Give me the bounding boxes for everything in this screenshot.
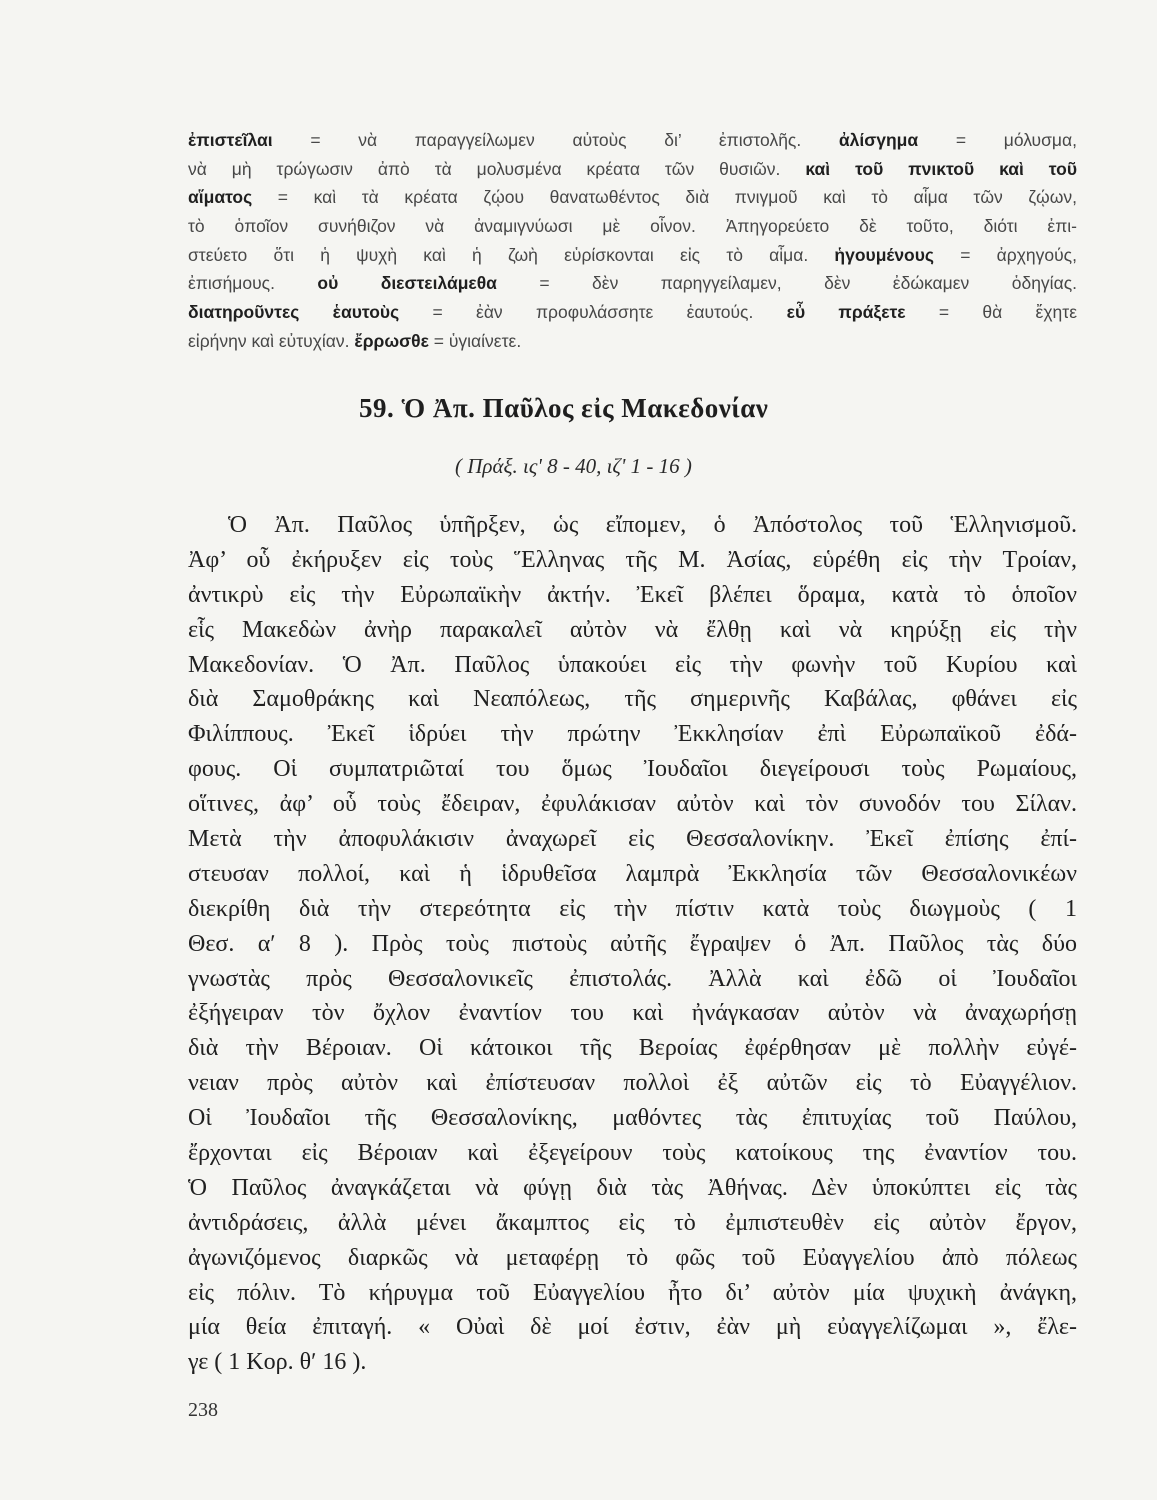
body-line: ἀντιδράσεις, ἀλλὰ μένει ἄκαμπτος εἰς τὸ ἐμπιστευθὲν εἰς αὐτὸν ἔργον, — [188, 1209, 1077, 1236]
body-line: Ὁ Ἀπ. Παῦλος ὑπῆρξεν, ὡς εἴπομεν, ὁ Ἀπόστολος τοῦ Ἑλληνισμοῦ. — [228, 512, 1077, 538]
body-line: γε ( 1 Κορ. θʹ 16 ). — [188, 1349, 367, 1376]
body-line: Μετὰ τὴν ἀποφυλάκισιν ἀναχωρεῖ εἰς Θεσσαλονίκην. Ἐκεῖ ἐπίσης ἐπί- — [188, 826, 1077, 853]
glossary-definition: εἰρήνην καὶ εὐτυχίαν. — [188, 330, 355, 351]
body-line: Μακεδονίαν. Ὁ Ἀπ. Παῦλος ὑπακούει εἰς τὴν φωνὴν τοῦ Κυρίου καὶ — [188, 651, 1077, 678]
glossary-term: ἀλίσγημα — [838, 130, 919, 150]
glossary-line — [188, 327, 1077, 356]
glossary-definition: = μόλυσμα, — [918, 130, 1077, 150]
glossary-definition: τὸ ὁποῖον συνήθιζον νὰ ἀναμιγνύωσι μὲ οἶνον. Ἀπηγορεύετο δὲ τοῦτο, διότι ἐπι- — [188, 216, 1077, 237]
glossary-line — [188, 269, 1077, 298]
body-line: ἐξήγειραν τὸν ὄχλον ἐναντίον του καὶ ἠνάγκασαν αὐτὸν νὰ ἀναχωρήσῃ — [188, 1000, 1077, 1027]
page-number: 238 — [188, 1399, 218, 1421]
glossary-term: αἵματος — [188, 187, 253, 208]
glossary-line — [188, 241, 1077, 270]
body-line: Θεσ. αʹ 8 ). Πρὸς τοὺς πιστοὺς αὐτῆς ἔγραψεν ὁ Ἀπ. Παῦλος τὰς δύο — [188, 930, 1077, 957]
body-text — [188, 508, 1077, 1380]
body-line: Οἱ Ἰουδαῖοι τῆς Θεσσαλονίκης, μαθόντες τὰς ἐπιτυχίας τοῦ Παύλου, — [188, 1105, 1077, 1132]
glossary-term: εὖ πράξετε — [786, 302, 906, 323]
body-line: Φιλίππους. Ἐκεῖ ἱδρύει τὴν πρώτην Ἐκκλησίαν ἐπὶ Εὐρωπαϊκοῦ ἐδά- — [188, 721, 1077, 748]
scripture-reference: ( Πράξ. ιςʹ 8 - 40, ιζʹ 1 - 16 ) — [455, 454, 692, 478]
body-line: στευσαν πολλοί, καὶ ἡ ἱδρυθεῖσα λαμπρὰ Ἐκκλησία τῶν Θεσσαλονικέων — [188, 860, 1077, 887]
glossary-line — [188, 183, 1077, 212]
glossary-term: καὶ τοῦ πνικτοῦ καὶ τοῦ — [805, 158, 1077, 179]
body-line: μία θεία ἐπιταγή. « Οὐαὶ δὲ μοί ἐστιν, ἐὰν μὴ εὐαγγελίζωμαι », ἔλε- — [188, 1314, 1077, 1341]
body-line: διὰ Σαμοθράκης καὶ Νεαπόλεως, τῆς σημερινῆς Καβάλας, φθάνει εἰς — [188, 686, 1077, 713]
body-line: εἰς πόλιν. Τὸ κήρυγμα τοῦ Εὐαγγελίου ἦτο δι’ αὐτὸν μία ψυχικὴ ἀνάγκη, — [188, 1279, 1077, 1306]
section-number: 59. — [359, 393, 395, 423]
glossary-definition: = θὰ ἔχητε — [905, 302, 1077, 323]
body-line: διὰ τὴν Βέροιαν. Οἱ κάτοικοι τῆς Βεροίας ἐφέρθησαν μὲ πολλὴν εὐγέ- — [188, 1035, 1077, 1062]
glossary-line — [188, 298, 1077, 327]
glossary-definition: νὰ μὴ τρώγωσιν ἀπὸ τὰ μολυσμένα κρέατα τῶν θυσιῶν. — [188, 158, 806, 179]
body-line: ἔρχονται εἰς Βέροιαν καὶ ἐξεγείρουν τοὺς κατοίκους της ἐναντίον του. — [188, 1140, 1077, 1167]
glossary-definition: = ἐὰν προφυλάσσητε ἑαυτούς. — [399, 302, 787, 323]
glossary-term: ἔρρωσθε — [354, 330, 429, 351]
body-line: νειαν πρὸς αὐτὸν καὶ ἐπίστευσαν πολλοὶ ἐξ αὐτῶν εἰς τὸ Εὐαγγέλιον. — [188, 1070, 1077, 1097]
glossary-term: ἡγουμένους — [834, 244, 935, 265]
glossary-definition: = δὲν παρηγγείλαμεν, δὲν ἐδώκαμεν ὁδηγίας. — [496, 273, 1077, 294]
body-line: οἵτινες, ἀφ’ οὗ τοὺς ἔδειραν, ἐφυλάκισαν αὐτὸν καὶ τὸν συνοδόν του Σίλαν. — [188, 791, 1077, 818]
section-title: Ὁ Ἀπ. Παῦλος εἰς Μακεδονίαν — [401, 393, 769, 423]
section-heading — [359, 390, 768, 426]
glossary-line — [188, 212, 1077, 241]
glossary-definition: ἐπισήμους. — [188, 273, 318, 294]
body-line: φους. Οἱ συμπατριῶταί του ὅμως Ἰουδαῖοι διεγείρουσι τοὺς Ρωμαίους, — [188, 756, 1077, 783]
body-line: γνωστὰς πρὸς Θεσσαλονικεῖς ἐπιστολάς. Ἀλλὰ καὶ ἐδῶ οἱ Ἰουδαῖοι — [188, 965, 1077, 992]
glossary-line — [188, 155, 1077, 184]
body-line: ἀντικρὺ εἰς τὴν Εὐρωπαϊκὴν ἀκτήν. Ἐκεῖ βλέπει ὅραμα, κατὰ τὸ ὁποῖον — [188, 581, 1077, 608]
glossary-definition: = καὶ τὰ κρέατα ζῴου θανατωθέντος διὰ πνιγμοῦ καὶ τὸ αἷμα τῶν ζῴων, — [252, 187, 1077, 208]
glossary-notes — [188, 126, 1077, 356]
body-line: Ὁ Παῦλος ἀναγκάζεται νὰ φύγῃ διὰ τὰς Ἀθήνας. Δὲν ὑποκύπτει εἰς τὰς — [188, 1174, 1077, 1201]
glossary-definition: στεύετο ὅτι ἡ ψυχὴ καὶ ἡ ζωὴ εὑρίσκονται εἰς τὸ αἷμα. — [188, 244, 835, 265]
glossary-term: ἐπιστεῖλαι — [188, 130, 273, 150]
glossary-definition: = νὰ παραγγείλωμεν αὐτοὺς δι’ ἐπιστολῆς. — [272, 130, 839, 150]
glossary-term: οὐ διεστειλάμεθα — [317, 273, 497, 294]
glossary-definition: = ὑγιαίνετε. — [428, 330, 522, 351]
body-line: εἷς Μακεδὼν ἀνὴρ παρακαλεῖ αὐτὸν νὰ ἔλθῃ καὶ νὰ κηρύξῃ εἰς τὴν — [188, 616, 1077, 643]
body-line: ἀγωνιζόμενος διαρκῶς νὰ μεταφέρῃ τὸ φῶς τοῦ Εὐαγγελίου ἀπὸ πόλεως — [188, 1244, 1077, 1271]
glossary-line — [188, 126, 1077, 155]
glossary-definition: = ἀρχηγούς, — [934, 244, 1077, 265]
body-line: Ἀφ’ οὗ ἐκήρυξεν εἰς τοὺς Ἕλληνας τῆς Μ. Ἀσίας, εὑρέθη εἰς τὴν Τροίαν, — [188, 546, 1077, 573]
glossary-term: διατηροῦντες ἑαυτοὺς — [188, 302, 400, 323]
body-line: διεκρίθη διὰ τὴν στερεότητα εἰς τὴν πίστιν κατὰ τοὺς διωγμοὺς ( 1 — [188, 895, 1077, 922]
